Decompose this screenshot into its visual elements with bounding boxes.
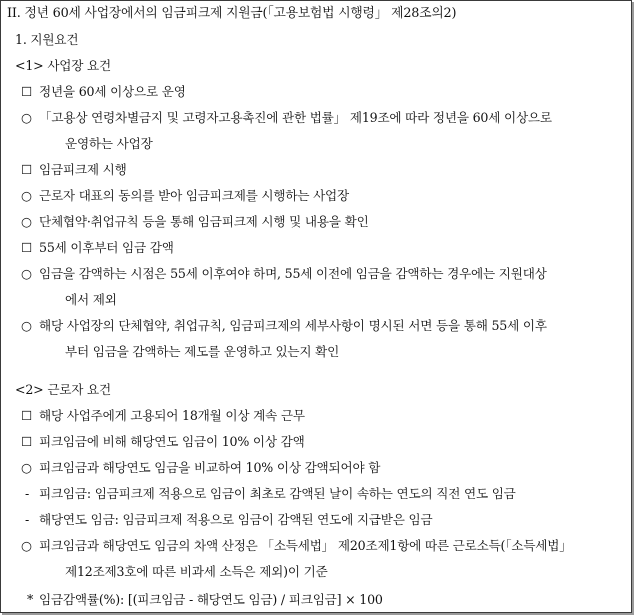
list-item-text: 피크임금: 임금피크제 적용으로 임금이 최초로 감액된 날이 속하는 연도의 직전 연도 임금 <box>39 486 516 501</box>
list-item-text: 해당 사업주에게 고용되어 18개월 이상 계속 근무 <box>39 408 305 423</box>
list-item-text: 피크임금과 해당연도 임금을 비교하여 10% 이상 감액되어야 함 <box>39 460 381 475</box>
list-item <box>21 317 547 335</box>
list-item-continuation: 운영하는 사업장 <box>65 136 153 151</box>
list-item <box>21 433 305 451</box>
dash-bullet-icon: - <box>25 512 30 527</box>
list-item <box>25 485 516 503</box>
circle-bullet-icon: ○ <box>21 188 32 203</box>
circle-bullet-icon: ○ <box>21 266 32 281</box>
list-item <box>21 161 127 179</box>
document-title: II. 정년 60세 사업장에서의 임금피크제 지원금(「고용보험법 시행령」 제28조의2) <box>7 6 457 21</box>
checkbox-square-icon: ☐ <box>21 240 33 255</box>
subsection-heading: <1> 사업장 요건 <box>15 58 111 73</box>
list-item <box>21 109 552 127</box>
list-item-text: 해당 사업장의 단체협약, 취업규칙, 임금피크제의 세부사항이 명시된 서면 등을 통해 55세 이후 <box>39 318 547 333</box>
list-item <box>21 213 369 231</box>
list-item-continuation: 에서 제외 <box>65 292 117 307</box>
list-item <box>21 239 174 257</box>
list-item-text: 정년을 60세 이상으로 운영 <box>39 84 186 99</box>
subsection-heading: <2> 근로자 요건 <box>15 382 111 397</box>
list-item <box>27 591 383 609</box>
list-item-text: 「고용상 연령차별금지 및 고령자고용촉진에 관한 법률」 제19조에 따라 정년을 60세 이상으로 <box>39 110 552 125</box>
list-item-text: 임금감액률(%): [(피크임금 - 해당연도 임금) / 피크임금] × 100 <box>39 592 383 607</box>
list-item <box>21 459 380 477</box>
list-item <box>25 511 432 529</box>
checkbox-square-icon: ☐ <box>21 408 33 423</box>
list-item-text: 임금피크제 시행 <box>39 162 127 177</box>
list-item <box>21 407 305 425</box>
list-item-text: 피크임금과 해당연도 임금의 차액 산정은 「소득세법」 제20조제1항에 따른 근로소득(「소득세법」 <box>39 538 572 553</box>
dash-bullet-icon: - <box>25 486 30 501</box>
list-item-text: 근로자 대표의 동의를 받아 임금피크제를 시행하는 사업장 <box>39 188 349 203</box>
list-item-continuation: 제12조제3호에 따른 비과세 소득은 제외)이 기준 <box>65 564 328 579</box>
asterisk-note-icon: * <box>27 592 34 607</box>
circle-bullet-icon: ○ <box>21 318 32 333</box>
list-item-text: 해당연도 임금: 임금피크제 적용으로 임금이 감액된 연도에 지급받은 임금 <box>39 512 433 527</box>
list-item <box>21 265 547 283</box>
list-item-text: 55세 이후부터 임금 감액 <box>39 240 174 255</box>
list-item-continuation: 부터 임금을 감액하는 제도를 운영하고 있는지 확인 <box>65 344 340 359</box>
checkbox-square-icon: ☐ <box>21 162 33 177</box>
circle-bullet-icon: ○ <box>21 214 32 229</box>
circle-bullet-icon: ○ <box>21 538 32 553</box>
list-item <box>21 537 572 555</box>
list-item <box>21 187 349 205</box>
list-item-text: 단체협약·취업규칙 등을 통해 임금피크제 시행 및 내용을 확인 <box>39 214 369 229</box>
circle-bullet-icon: ○ <box>21 110 32 125</box>
checkbox-square-icon: ☐ <box>21 434 33 449</box>
section-heading: 1. 지원요건 <box>15 32 79 47</box>
list-item <box>21 83 186 101</box>
circle-bullet-icon: ○ <box>21 460 32 475</box>
checkbox-square-icon: ☐ <box>21 84 33 99</box>
list-item-text: 임금을 감액하는 시점은 55세 이후여야 하며, 55세 이전에 임금을 감액하는 경우에는 지원대상 <box>39 266 547 281</box>
list-item-text: 피크임금에 비해 해당연도 임금이 10% 이상 감액 <box>39 434 305 449</box>
